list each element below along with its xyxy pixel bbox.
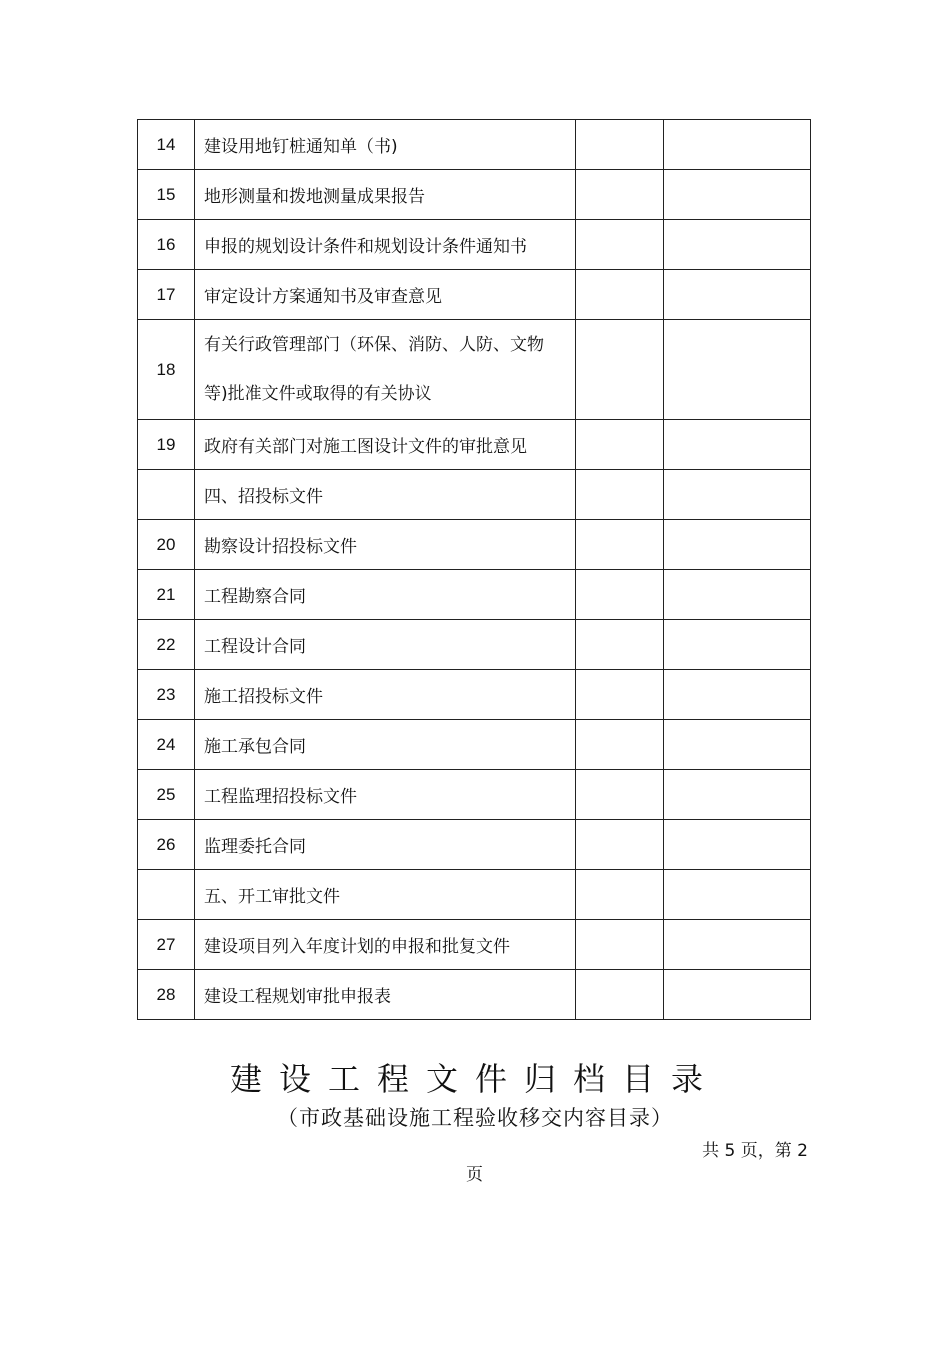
table-row bbox=[138, 770, 811, 820]
empty-cell bbox=[576, 970, 664, 1020]
row-number: 19 bbox=[138, 420, 195, 470]
row-number: 18 bbox=[138, 320, 195, 420]
row-title: 勘察设计招投标文件 bbox=[195, 520, 576, 570]
empty-cell bbox=[664, 820, 811, 870]
document-subtitle: （市政基础设施工程验收移交内容目录） bbox=[277, 1106, 673, 1130]
section-title: 四、招投标文件 bbox=[195, 470, 576, 520]
empty-cell bbox=[664, 520, 811, 570]
row-number bbox=[138, 470, 195, 520]
row-number: 24 bbox=[138, 720, 195, 770]
table-row bbox=[138, 620, 811, 670]
empty-cell bbox=[664, 870, 811, 920]
table-row bbox=[138, 170, 811, 220]
table-row bbox=[138, 970, 811, 1020]
empty-cell bbox=[576, 270, 664, 320]
row-title: 审定设计方案通知书及审查意见 bbox=[195, 270, 576, 320]
table-row bbox=[138, 270, 811, 320]
row-number: 27 bbox=[138, 920, 195, 970]
empty-cell bbox=[576, 570, 664, 620]
empty-cell bbox=[576, 420, 664, 470]
empty-cell bbox=[576, 920, 664, 970]
empty-cell bbox=[576, 220, 664, 270]
row-number: 26 bbox=[138, 820, 195, 870]
section-row bbox=[138, 870, 811, 920]
row-title: 地形测量和拨地测量成果报告 bbox=[195, 170, 576, 220]
table-row bbox=[138, 420, 811, 470]
empty-cell bbox=[576, 170, 664, 220]
row-number: 22 bbox=[138, 620, 195, 670]
row-title: 工程勘察合同 bbox=[195, 570, 576, 620]
empty-cell bbox=[576, 820, 664, 870]
row-number: 25 bbox=[138, 770, 195, 820]
section-title: 五、开工审批文件 bbox=[195, 870, 576, 920]
row-number: 14 bbox=[138, 120, 195, 170]
row-title-line-1: 有关行政管理部门（环保、消防、人防、文物 bbox=[204, 334, 544, 355]
page-count-suffix: 页 bbox=[466, 1165, 483, 1185]
row-title: 监理委托合同 bbox=[195, 820, 576, 870]
empty-cell bbox=[576, 520, 664, 570]
table-row bbox=[138, 320, 811, 420]
empty-cell bbox=[664, 570, 811, 620]
table-row bbox=[138, 220, 811, 270]
empty-cell bbox=[664, 920, 811, 970]
archive-table bbox=[137, 119, 811, 1020]
document-title: 建设工程文件归档目录 bbox=[229, 1060, 720, 1098]
row-title: 政府有关部门对施工图设计文件的审批意见 bbox=[195, 420, 576, 470]
row-title: 申报的规划设计条件和规划设计条件通知书 bbox=[195, 220, 576, 270]
empty-cell bbox=[576, 870, 664, 920]
row-title: 工程设计合同 bbox=[195, 620, 576, 670]
empty-cell bbox=[664, 170, 811, 220]
row-number: 20 bbox=[138, 520, 195, 570]
row-title bbox=[195, 320, 576, 420]
empty-cell bbox=[576, 120, 664, 170]
row-number: 17 bbox=[138, 270, 195, 320]
empty-cell bbox=[576, 620, 664, 670]
empty-cell bbox=[664, 770, 811, 820]
row-title: 建设项目列入年度计划的申报和批复文件 bbox=[195, 920, 576, 970]
table-row bbox=[138, 920, 811, 970]
row-number: 15 bbox=[138, 170, 195, 220]
section-row bbox=[138, 470, 811, 520]
empty-cell bbox=[664, 720, 811, 770]
table-row bbox=[138, 670, 811, 720]
empty-cell bbox=[664, 320, 811, 420]
empty-cell bbox=[664, 970, 811, 1020]
row-title-line-2: 等)批准文件或取得的有关协议 bbox=[204, 383, 432, 404]
row-title: 建设用地钉桩通知单（书) bbox=[195, 120, 576, 170]
row-number: 28 bbox=[138, 970, 195, 1020]
empty-cell bbox=[664, 120, 811, 170]
empty-cell bbox=[664, 620, 811, 670]
empty-cell bbox=[664, 470, 811, 520]
row-number: 16 bbox=[138, 220, 195, 270]
empty-cell bbox=[664, 420, 811, 470]
empty-cell bbox=[664, 220, 811, 270]
row-number: 21 bbox=[138, 570, 195, 620]
empty-cell bbox=[664, 670, 811, 720]
table-row bbox=[138, 120, 811, 170]
empty-cell bbox=[664, 270, 811, 320]
table-row bbox=[138, 570, 811, 620]
empty-cell bbox=[576, 320, 664, 420]
table-row bbox=[138, 820, 811, 870]
empty-cell bbox=[576, 770, 664, 820]
row-title: 施工承包合同 bbox=[195, 720, 576, 770]
row-number bbox=[138, 870, 195, 920]
table-row bbox=[138, 720, 811, 770]
row-title: 施工招投标文件 bbox=[195, 670, 576, 720]
empty-cell bbox=[576, 720, 664, 770]
table-row bbox=[138, 520, 811, 570]
row-title: 建设工程规划审批申报表 bbox=[195, 970, 576, 1020]
row-title: 工程监理招投标文件 bbox=[195, 770, 576, 820]
empty-cell bbox=[576, 470, 664, 520]
empty-cell bbox=[576, 670, 664, 720]
page-count: 共 5 页，第 2 bbox=[702, 1141, 808, 1161]
row-number: 23 bbox=[138, 670, 195, 720]
